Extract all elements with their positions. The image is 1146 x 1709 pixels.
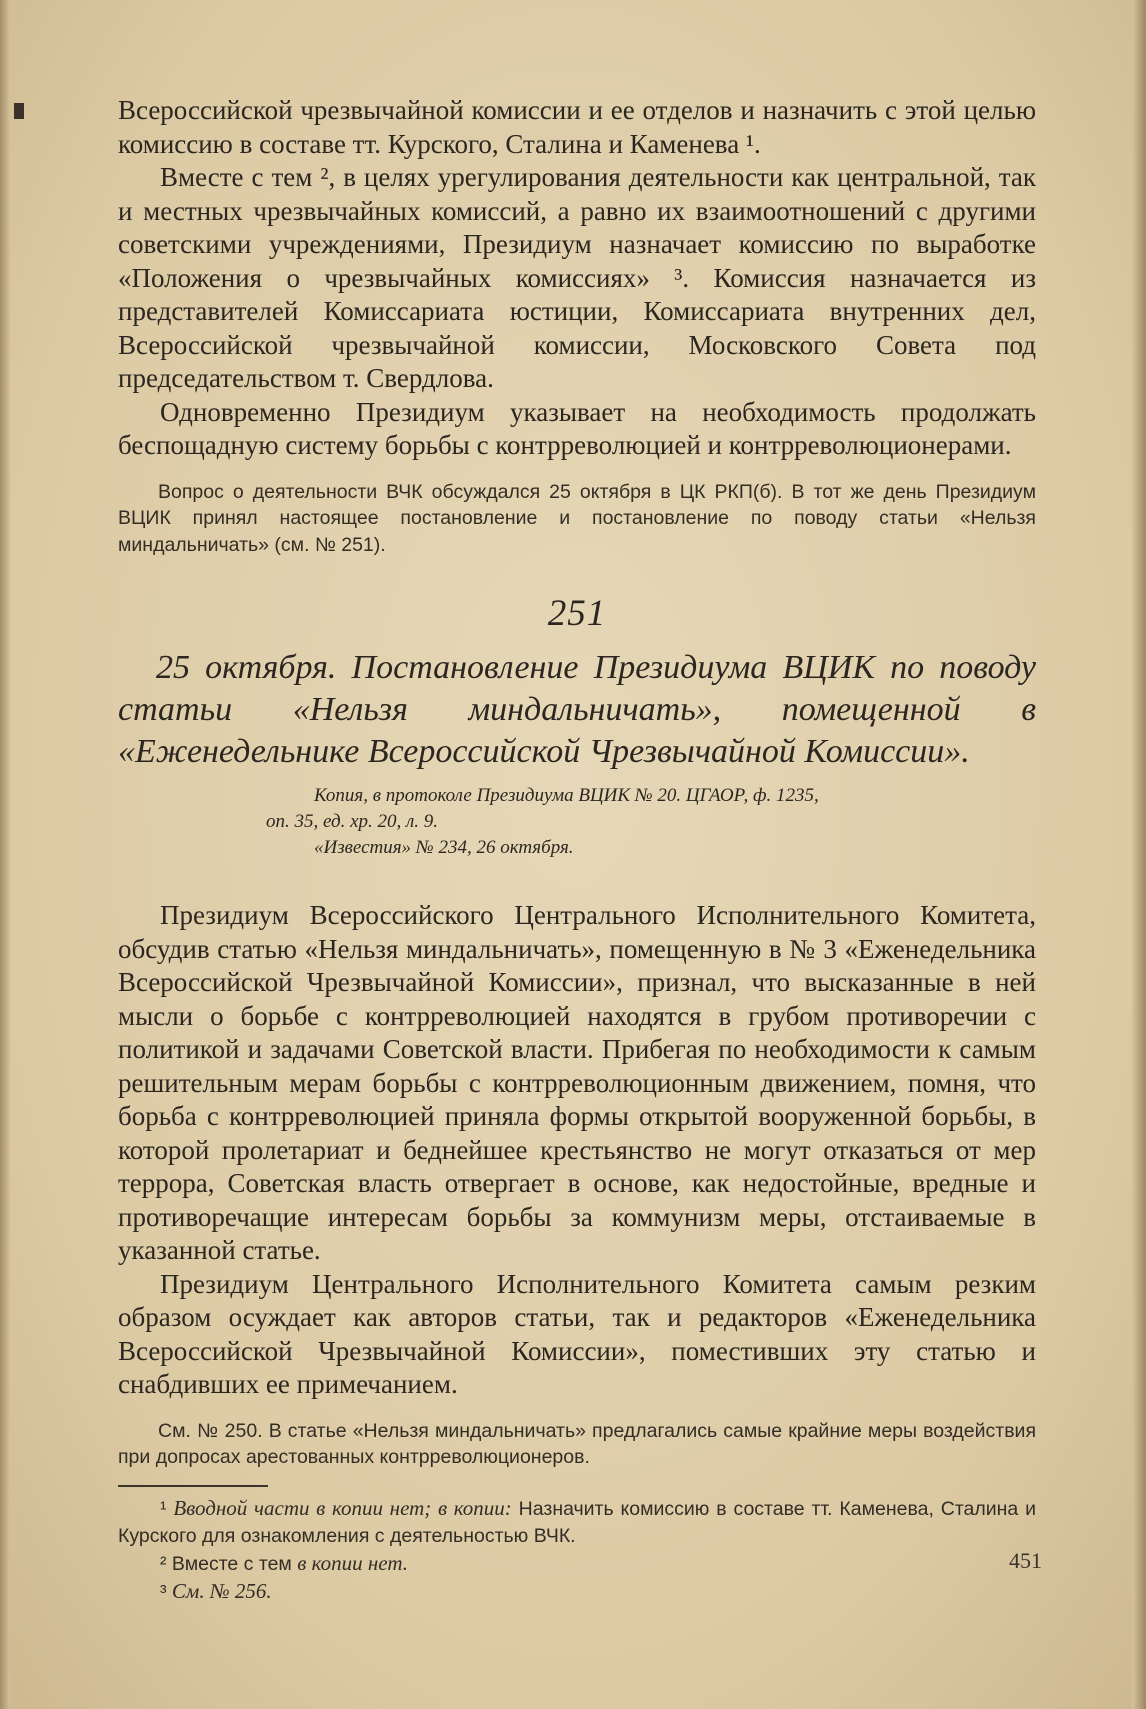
footnote-italic-text: Вводной части в копии нет; в копии: <box>173 1495 512 1520</box>
page-number: 451 <box>1009 1548 1042 1573</box>
page-edge-shadow <box>1132 0 1146 1709</box>
editorial-note: См. № 250. В статье «Нельзя миндальничать» предлагались самые крайние меры воздействия при допросах арестованных контрреволюционеров. <box>118 1419 1036 1468</box>
footnote-mark: ¹ <box>160 1497 167 1520</box>
page-content <box>118 94 1036 1606</box>
document-title: 25 октября. Постановление Президиума ВЦИК по поводу статьи «Нельзя миндальничать», помещенной в «Еженедельнике Всероссийской Чрезвычайной Комиссии». <box>118 649 1036 770</box>
document-number: 251 <box>547 593 607 634</box>
footnote-divider <box>118 1485 268 1487</box>
body-paragraph: Вместе с тем ², в целях урегулирования деятельности как центральной, так и местных чрезвычайных комиссий, а равно их взаимоотношений с другими советскими учреждениями, Президиум назначает комиссию по выработке «Положения о чрезвычайных комиссиях» ³. Комиссия назначается из представителей Комиссариата юстиции, Комиссариата внутренних дел, Всероссийской чрезвычайной комиссии, Московского Совета под председательством т. Свердлова. <box>118 162 1036 393</box>
footnote-mark: ² <box>160 1552 167 1575</box>
footnote-2 <box>118 1550 1036 1578</box>
footnote-mark: ³ <box>160 1580 167 1603</box>
footnote-1 <box>118 1495 1036 1550</box>
source-citation <box>118 783 1036 861</box>
source-line: «Известия» № 234, 26 октября. <box>314 837 574 858</box>
body-paragraph: Одновременно Президиум указывает на необходимость продолжать беспощадную систему борьбы с контрреволюцией и контрреволюционерами. <box>118 396 1036 460</box>
source-line: Копия, в протоколе Президиума ВЦИК № 20. ЦГАОР, ф. 1235, <box>314 785 819 806</box>
body-paragraph: Всероссийской чрезвычайной комиссии и ее отделов и назначить с этой целью комиссию в составе тт. Курского, Сталина и Каменева ¹. <box>118 95 1036 159</box>
source-line: оп. 35, ед. хр. 20, л. 9. <box>266 811 439 832</box>
footnote-italic-text: в копии нет. <box>297 1550 409 1575</box>
body-paragraph: Президиум Всероссийского Центрального Исполнительного Комитета, обсудив статью «Нельзя миндальничать», помещенную в № 3 «Еженедельника Всероссийской Чрезвычайной Комиссии», признал, что высказанные в ней мысли о борьбе с контрреволюцией находятся в грубом противоречии с политикой и задачами Советской власти. Прибегая по необходимости к самым решительным мерам борьбы с контрреволюционным движением, помня, что борьба с контрреволюцией приняла формы открытой вооруженной борьбы, в которой пролетариат и беднейшее крестьянство не могут отказаться от мер террора, Советская власть отвергает в основе, как недостойные, вредные и противоречащие интересам борьбы за коммунизм меры, отстаиваемые в указанной статье. <box>118 900 1036 1265</box>
footnote-3 <box>118 1578 1036 1606</box>
footnote-text: Вместе с тем <box>171 1552 292 1575</box>
editorial-note: Вопрос о деятельности ВЧК обсуждался 25 октября в ЦК РКП(б). В тот же день Президиум ВЦИК принял настоящее постановление и постановление по поводу статьи «Нельзя миндальничать» (см. № 251). <box>118 480 1036 556</box>
body-paragraph: Президиум Центрального Исполнительного Комитета самым резким образом осуждает как авторов статьи, так и редакторов «Еженедельника Всероссийской Чрезвычайной Комиссии», поместивших эту статью и снабдивших ее примечанием. <box>118 1268 1036 1399</box>
page-spine-shadow <box>0 0 10 1709</box>
margin-marker <box>14 103 24 119</box>
footnote-text: Назначить комиссию в составе тт. Каменева, Сталина и Курского для ознакомления с деятельностью ВЧК. <box>118 1497 1037 1547</box>
footnote-italic-text: См. № 256. <box>171 1578 272 1603</box>
